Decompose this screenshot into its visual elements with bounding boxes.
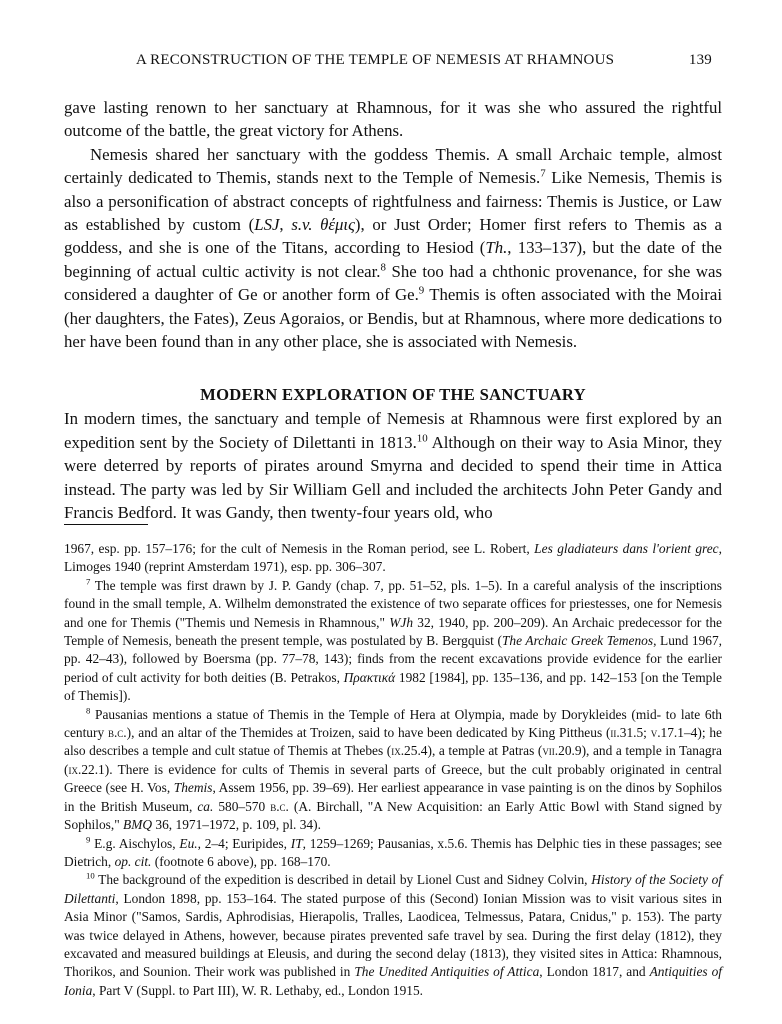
footnote-rule <box>64 524 148 525</box>
footnotes <box>64 540 722 1000</box>
main-text <box>64 96 722 525</box>
footnote-continued: 1967, esp. pp. 157–176; for the cult of Nemesis in the Roman period, see L. Robert, Les gladiateurs dans l'orient grec, Limoges 1940 (reprint Amsterdam 1971), esp. pp. 306–307. <box>64 541 722 575</box>
footnote-8: $^8$ Pausanias mentions a statue of Themis in the Temple of Hera at Olympia, made by Dorykleides (mid- to late 6th century b.c.), and an altar of the Themides at Troizen, said to have been dedicated by King Pittheus (ii.31.5; v.17.1–4); he also describes a temple and cult statue of Themis at Thebes (ix.25.4), a temple at Patras (vii.20.9), and a temple in Tanagra (ix.22.1). There is evidence for cults of Themis in several parts of Greece, but the cult probably originated in central Greece (see H. Vos, Themis, Assem 1956, pp. 39–69). Her earliest appearance in vase painting is on the dinos by Sophilos in the British Museum, ca. 580–570 b.c. (A. Birchall, "A New Acquisition: an Early Attic Bowl with Stand signed by Sophilos," BMQ 36, 1971–1972, p. 109, pl. 34). <box>64 705 723 833</box>
paragraph-1: gave lasting renown to her sanctuary at Rhamnous, for it was she who assured the rightful outcome of the battle, the great victory for Athens. <box>64 98 722 141</box>
footnote-7: $^7$ The temple was first drawn by J. P. Gandy (chap. 7, pp. 51–52, pls. 1–5). In a careful analysis of the inscriptions found in the small temple, A. Wilhelm demonstrated the existence of two separate offices for priestesses, one for Nemesis and one for Themis ("Themis und Nemesis in Rhamnous," WJh 32, 1940, pp. 200–209). An Archaic predecessor for the Temple of Nemesis, beneath the present temple, was postulated by B. Bergquist (The Archaic Greek Temenos, Lund 1967, pp. 42–43), followed by Boersma (pp. 77–78, 143); finds from the recent excavations provide evidence for the earlier period of cult activity for both deities (B. Petrakos, Πρακτικά 1982 [1984], pp. 135–136, and pp. 142–153 [on the Temple of Themis]). <box>64 576 723 704</box>
footnote-9: $^9$ E.g. Aischylos, Eu., 2–4; Euripides, IT, 1259–1269; Pausanias, x.5.6. Themis has Delphic ties in these passages; see Dietrich, op. cit. (footnote 6 above), pp. 168–170. <box>64 834 722 869</box>
running-title: A RECONSTRUCTION OF THE TEMPLE OF NEMESIS AT RHAMNOUS <box>136 52 615 68</box>
footnote-10: $^{10}$ The background of the expedition is described in detail by Lionel Cust and Sidney Colvin, History of the Society of Dilettanti, London 1898, pp. 153–164. The stated purpose of this (Second) Ionian Mission was to visit various sites in Asia Minor ("Samos, Sardis, Aphrodisias, Hierapolis, Tralles, Laodicea, Telmessus, Patara, Cnidus," p. 153). The party was twice delayed in Athens, however, because pirates prevented safe travel by sea. During the first delay (1812), they excavated and measured buildings at Eleusis, and during the second delay (1813), they visited sites in Attica: Rhamnous, Thorikos, and Sounion. Their work was published in The Unedited Antiquities of Attica, London 1817, and Antiquities of Ionia, Part V (Suppl. to Part III), W. R. Lethaby, ed., London 1915. <box>64 870 723 998</box>
footnote-ref-7: 7 <box>540 167 546 180</box>
paragraph-2: Nemesis shared her sanctuary with the goddess Themis. A small Archaic temple, almost certainly dedicated to Themis, stands next to the Temple of Nemesis.$^7$ Like Nemesis, Themis is also a personification of abstract concepts of rightfulness and fairness: Themis is Justice, or Law as established by custom (LSJ, s.v. θέμις), or Just Order; Homer first refers to Themis as a goddess, and she is one of the Titans, according to Hesiod (Th., 133–137), but the date of the beginning of actual cultic activity is not clear.$^8$ She too had a chthonic provenance, for she was considered a daughter of Ge or another form of Ge.$^9$ Themis is often associated with the Moirai (her daughters, the Fates), Zeus Agoraios, or Bendis, but at Rhamnous, where more dedications to her have been found than in any other place, she is associated with Nemesis. <box>64 144 723 352</box>
footnote-ref-8: 8 <box>380 261 386 274</box>
footnote-ref-10: 10 <box>416 432 428 445</box>
section-heading: MODERN EXPLORATION OF THE SANCTUARY <box>200 385 586 405</box>
footnote-ref-9: 9 <box>418 284 425 297</box>
page-number: 139 <box>688 52 712 68</box>
paragraph-3: In modern times, the sanctuary and temple of Nemesis at Rhamnous were first explored by an expedition sent by the Society of Dilettanti in 1813.10 Although on their way to Asia Minor, they were deterred by reports of pirates around Smyrna and decided to spend their time in Attica instead. The party was led by Sir William Gell and included the architects John Peter Gandy and Francis Bedford. It was Gandy, then twenty-four years old, who <box>64 409 722 523</box>
